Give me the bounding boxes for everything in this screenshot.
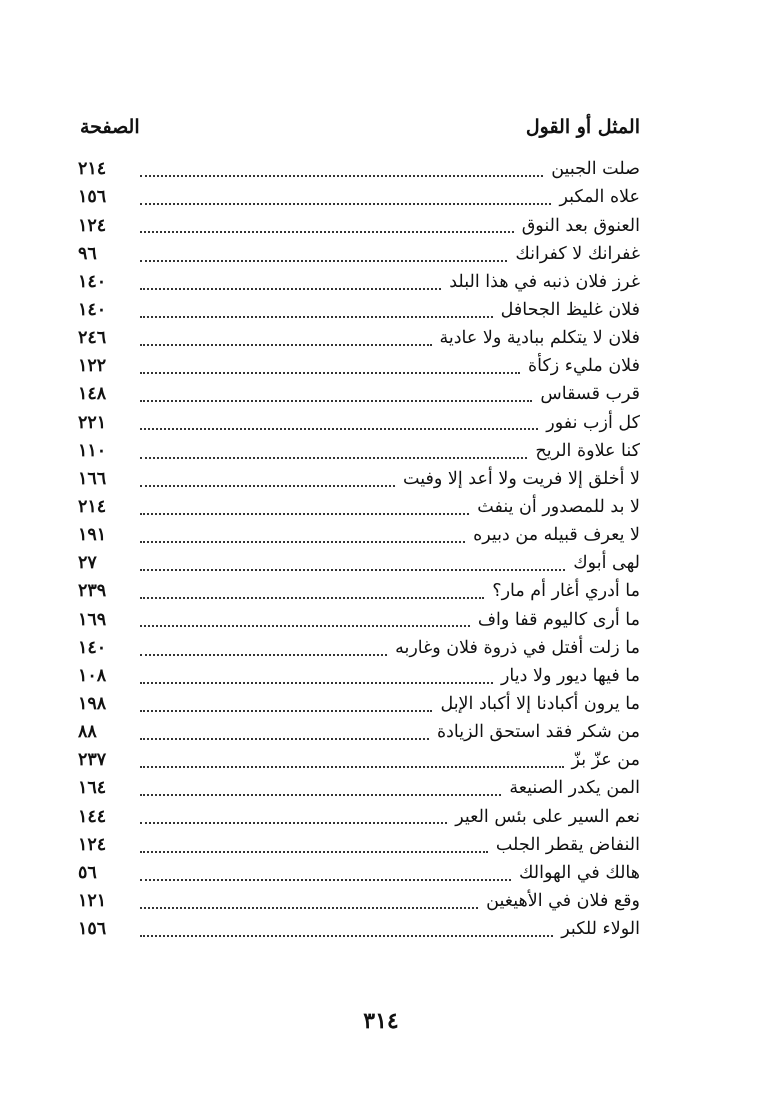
dot-leader [140,569,565,571]
dot-leader [140,457,527,459]
dot-leader [140,654,387,656]
entry-title: لا أخلق إلا فريت ولا أعد إلا وفيت [403,468,640,489]
entry-page-number: ١٤٨ [78,384,107,405]
entry-page-number: ٥٦ [78,862,97,883]
index-entry [78,578,640,606]
entry-title: ما يرون أكبادنا إلا أكباد الإبل [440,693,640,714]
entry-page-number: ١٢٤ [78,215,107,236]
page-number: ٣١٤ [363,1008,399,1034]
entry-title: من شكر فقد استحق الزيادة [436,722,640,743]
index-entry [78,606,640,634]
index-header [80,112,640,142]
page-column-heading: الصفحة [80,116,140,138]
entry-page-number: ١٦٤ [78,778,107,799]
entry-page-number: ٢١٤ [78,497,107,517]
entry-page-number: ١٩١ [78,525,107,546]
dot-leader [140,822,447,824]
entry-page-number: ١٥٦ [78,919,107,940]
dot-leader [140,907,478,909]
index-entry [78,156,640,184]
entry-title: ما فيها ديور ولا ديار [500,665,640,686]
index-entry [78,747,640,775]
entry-title: قرب قسقاس [540,384,640,405]
entry-title: صلت الجبين [551,159,640,180]
entry-page-number: ١٢٢ [78,356,107,377]
entry-page-number: ٢٢١ [78,412,107,433]
index-entry [78,494,640,522]
index-entry [78,663,640,691]
dot-leader [140,428,538,430]
entry-title: ما زلت أفتل في ذروة فلان وغاربه [395,637,640,658]
entry-page-number: ١٩٨ [78,693,107,714]
entry-title: غرز فلان ذنبه في هذا البلد [449,271,640,292]
dot-leader [140,851,488,853]
index-entry [78,409,640,437]
index-entry [78,719,640,747]
dot-leader [140,175,543,177]
entry-title: فلان لا يتكلم ببادية ولا عادية [439,328,640,349]
entry-title: لهى أبوك [573,553,640,574]
dot-leader [140,203,551,205]
entry-page-number: ١٥٦ [78,187,107,208]
entry-title: كنا علاوة الريح [535,440,640,461]
entry-page-number: ١١٠ [78,440,107,461]
entry-page-number: ١٢١ [78,890,107,911]
entry-title: الولاء للكبر [561,919,640,940]
entry-title: وقع فلان في الأهيغين [486,890,640,911]
index-entry [78,437,640,465]
index-entry [78,325,640,353]
dot-leader [140,372,520,374]
index-entry [78,775,640,803]
entry-title: لا بد للمصدور أن ينفث [477,497,640,517]
index-entry [78,240,640,268]
index-entry [78,212,640,240]
dot-leader [140,682,493,684]
index-entry [78,466,640,494]
index-entry [78,297,640,325]
dot-leader [140,260,507,262]
entry-title: غفرانك لا كفرانك [515,243,640,264]
entry-page-number: ١٤٠ [78,300,107,321]
dot-leader [140,738,429,740]
entry-page-number: ٨٨ [78,722,97,743]
entry-title: كل أزب نفور [546,412,640,433]
entry-title: العنوق بعد النوق [521,215,640,236]
index-entry [78,381,640,409]
entry-title: المن يكدر الصنيعة [509,778,640,799]
index-entry [78,269,640,297]
entry-page-number: ١٤٠ [78,637,107,658]
entry-title: هالك في الهوالك [519,862,640,883]
index-entry [78,353,640,381]
dot-leader [140,794,501,796]
dot-leader [140,400,532,402]
index-entry [78,184,640,212]
index-entry [78,634,640,662]
dot-leader [140,935,553,937]
dot-leader [140,879,511,881]
entry-title: نعم السير على بئس العير [455,806,640,827]
entry-title: النفاض يقطر الجلب [495,834,640,855]
dot-leader [140,625,470,627]
dot-leader [140,288,441,290]
index-entry [78,916,640,944]
index-entry [78,860,640,888]
dot-leader [140,766,564,768]
entry-page-number: ٢٧ [78,553,97,574]
entry-page-number: ٩٦ [78,243,97,264]
entry-title: علاه المكبر [559,187,640,208]
dot-leader [140,485,395,487]
entry-page-number: ٢٣٧ [78,750,107,771]
entry-title: من عزّ بزّ [571,750,640,771]
entry-title: فلان غليظ الجحافل [500,300,640,321]
entry-page-number: ١٠٨ [78,665,107,686]
dot-leader [140,597,484,599]
entry-page-number: ١٤٠ [78,271,107,292]
dot-leader [140,344,432,346]
index-entry [78,550,640,578]
entry-page-number: ٢٤٦ [78,328,107,349]
dot-leader [140,513,469,515]
entry-title: ما أرى كاليوم قفا واف [477,609,640,630]
entry-page-number: ١٤٤ [78,806,107,827]
entry-page-number: ١٢٤ [78,834,107,855]
proverb-column-heading: المثل أو القول [525,116,640,138]
dot-leader [140,316,493,318]
index-entry [78,888,640,916]
dot-leader [140,541,465,543]
entry-title: لا يعرف قبيله من دبيره [473,525,640,546]
proverb-index-list [78,156,640,944]
index-entry [78,691,640,719]
dot-leader [140,710,432,712]
index-entry [78,803,640,831]
entry-page-number: ١٦٩ [78,609,107,630]
index-entry [78,831,640,859]
entry-title: فلان مليء زكأة [527,356,640,377]
entry-page-number: ٢١٤ [78,159,107,180]
entry-page-number: ١٦٦ [78,468,107,489]
entry-page-number: ٢٣٩ [78,581,107,602]
entry-title: ما أدري أغار أم مار؟ [492,581,640,602]
index-entry [78,522,640,550]
dot-leader [140,231,514,233]
